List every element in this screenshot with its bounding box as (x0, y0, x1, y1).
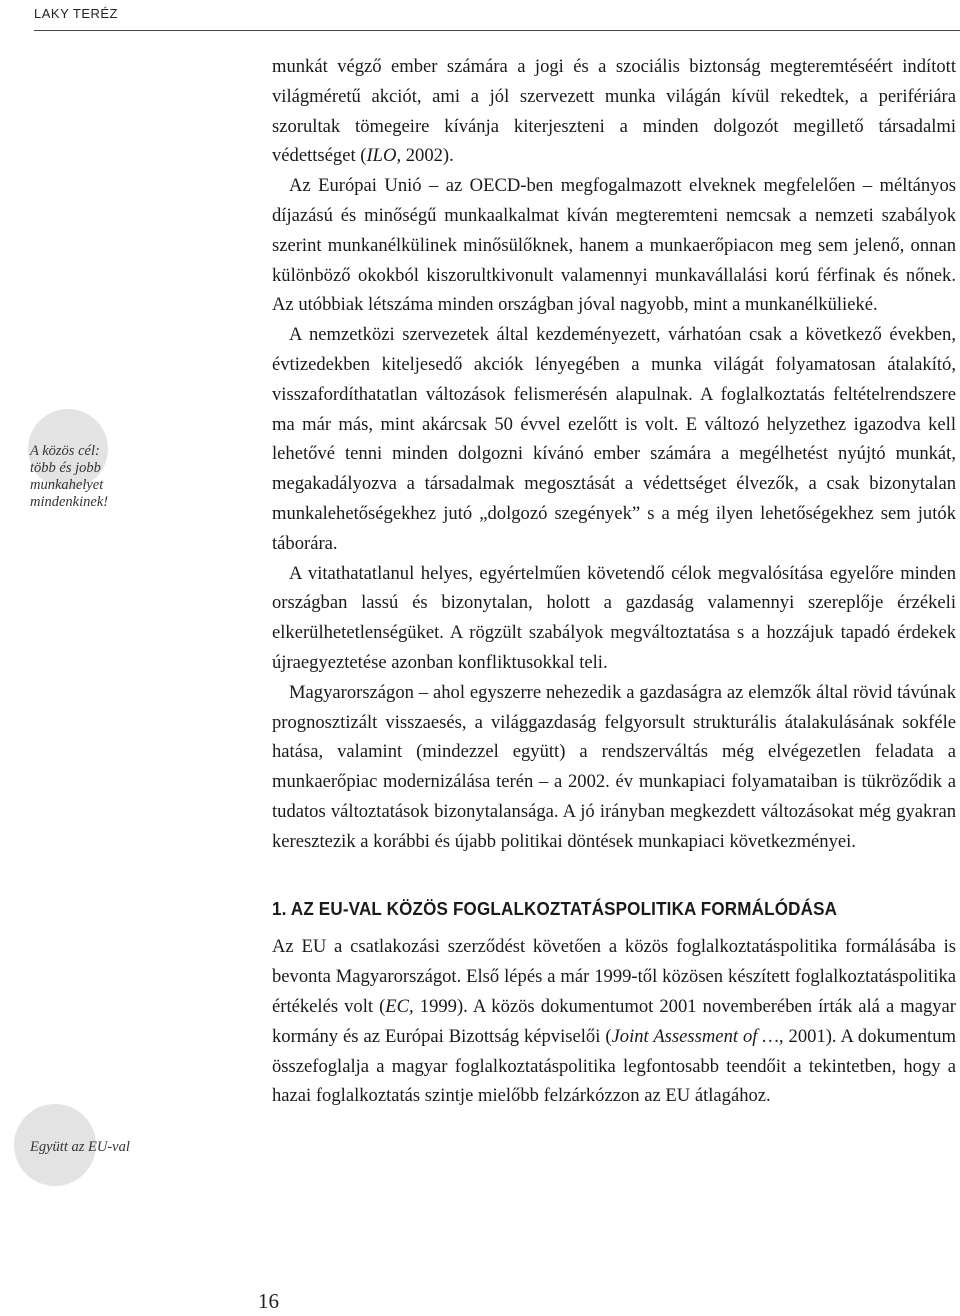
citation: ILO, (366, 145, 402, 167)
goal-note-line: A közös cél: (30, 443, 100, 459)
main-text-column (272, 52, 956, 1111)
header-rule (34, 30, 960, 31)
paragraph-3: A nemzetközi szervezetek által kezdeményezett, várhatóan csak a következő években, évtizedekben kiteljesedő akciók lényegében a munka világát folyamatosan átalakító, visszafordíthatatlan változások felismerésén alapulnak. A foglalkoztatás feltételrendszere ma már más, mint akárcsak 50 évvel ezelőtt is volt. E változó helyzethez igazodva kell lehetővé tenni minden dolgozni kívánó ember számára a megélhetést nyújtó munkát, megakadályozva a társadalmak megosztását a védettséget élvezők, a csak bizonytalan munkalehetőségekhez jutó „dolgozó szegények” s a még ilyen lehetőségekhez sem jutók táborára. (272, 324, 956, 554)
goal-note-line: munkahelyet (30, 477, 104, 493)
sidebar-eu-note (30, 1139, 172, 1156)
eu-note-text: Együtt az EU-val (30, 1139, 130, 1155)
page-number: 16 (258, 1289, 279, 1313)
citation: EC, (385, 995, 414, 1017)
goal-note-line: több és jobb (30, 460, 101, 476)
paragraph-1: munkát végző ember számára a jogi és a szociális biztonság megteremtéséért indított világméretű akciót, ami a jól szervezett munka világán kívül rekedtek, a perifériára szorultak tömegeire kívánja kiterjeszteni a minden dolgozót megillető társadalmi védettséget (ILO, 2002). (272, 56, 956, 167)
paragraph-6: Az EU a csatlakozási szerződést követően a közös foglalkoztatáspolitika formálásába is bevonta Magyarországot. Első lépés a már 1999-től közösen készített foglalkoztatáspolitika értékelés volt (EC, 1999). A közös dokumentumot 2001 novemberében írták alá a magyar kormány és az Európai Bizottság képviselői (Joint Assessment of …, 2001). A dokumentum összefoglalja a magyar foglalkoztatáspolitika legfontosabb teendőit a tekintetben, hogy a hazai foglalkoztatás szintje mielőbb felzárkózzon az EU átlagához. (272, 936, 956, 1107)
section-heading: 1. AZ EU-VAL KÖZÖS FOGLALKOZTATÁSPOLITIKA FORMÁLÓDÁSA (272, 897, 838, 919)
running-head: LAKY TERÉZ (34, 6, 118, 21)
paragraph-5: Magyarországon – ahol egyszerre nehezedik a gazdaságra az elemzők által rövid távúnak prognosztizált visszaesés, a világgazdaság felgyorsult strukturális átalakulásának sokféle hatása, valamint (mindezzel együtt) a rendszerváltás még elvégezetlen feladata a munkaerőpiac modernizálása terén – a 2002. év munkapiaci folyamataiban is tükröződik a tudatos változtatások bizonytalansága. A jó irányban megkezdett változásokat még gyakran keresztezik a korábbi és újabb politikai döntések munkapiaci következményei. (272, 681, 956, 852)
citation: Joint Assessment of …, (611, 1025, 784, 1047)
paragraph-4: A vitathatatlanul helyes, egyértelműen követendő célok megvalósítása egyelőre minden országban lassú és bizonytalan, holott a gazdaság valamennyi szereplője érzékeli elkerülhetetlenségüket. A rögzült szabályok megváltoztatása s a hozzájuk tapadó érdekek újraegyeztetése azonban konfliktusokkal teli. (272, 562, 956, 673)
paragraph-2: Az Európai Unió – az OECD-ben megfogalmazott elveknek megfelelően – méltányos díjazású és minőségű munkaalkalmat kíván megteremteni nemcsak a nemzeti szabályok szerint munkanélkülinek minősülőknek, hanem a munkaerőpiacon meg sem jelenő, onnan különböző okokból kiszorultkivonult valamennyi munkavállalási korú férfinak és nőnek. Az utóbbiak létszáma minden országban jóval nagyobb, mint a munkanélkülieké. (272, 175, 956, 316)
goal-note-line: mindenkinek! (30, 494, 109, 510)
sidebar-goal-note (30, 443, 172, 511)
